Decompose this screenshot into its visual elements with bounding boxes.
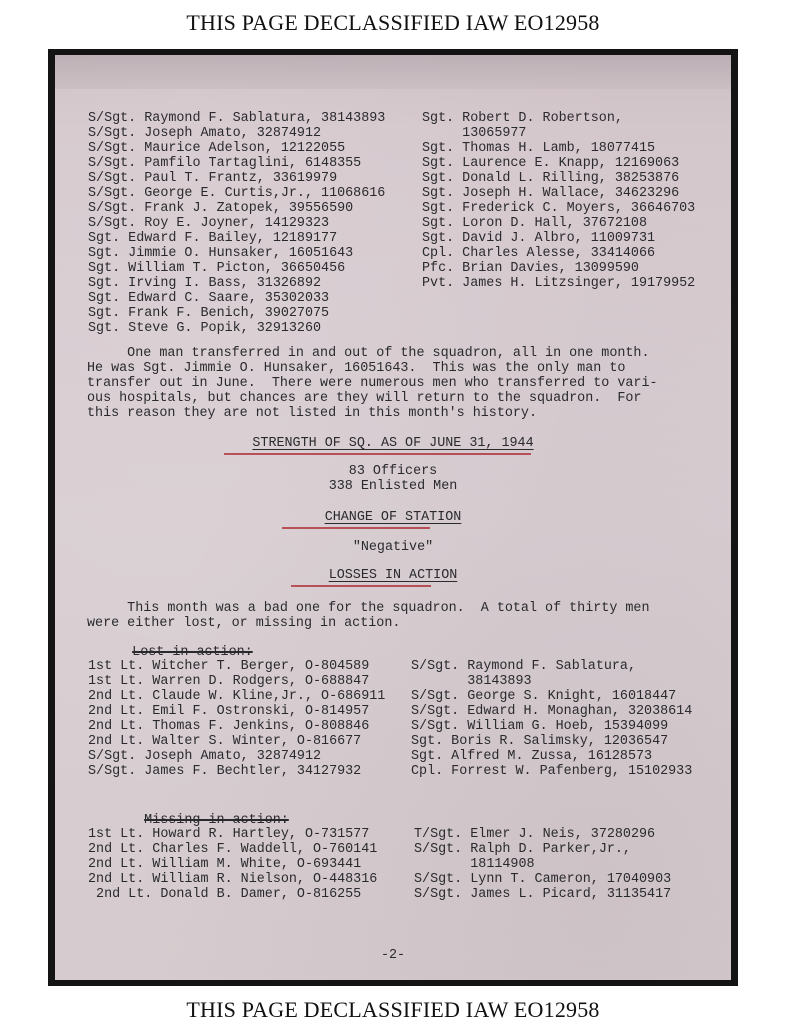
casualty-entry: 1st Lt. Howard R. Hartley, O-731577 [88,827,370,842]
casualty-entry: S/Sgt. Lynn T. Cameron, 17040903 [414,872,672,887]
red-underline [224,453,531,455]
casualty-entry: 2nd Lt. Donald B. Damer, O-816255 [88,887,362,902]
roster-entry: Sgt. Edward C. Saare, 35302033 [88,291,330,306]
paragraph-line: this reason they are not listed in this month's history. [87,406,537,421]
losses-heading: LOSSES IN ACTION [328,568,458,583]
casualty-entry: S/Sgt. Edward H. Monaghan, 32038614 [411,704,693,719]
casualty-entry: Cpl. Forrest W. Pafenberg, 15102933 [411,764,693,779]
declassified-banner-top: THIS PAGE DECLASSIFIED IAW EO12958 [186,10,600,35]
casualty-entry: Sgt. Boris R. Salimsky, 12036547 [411,734,669,749]
roster-entry: Cpl. Charles Alesse, 33414066 [422,246,656,261]
missing-heading-text: Missing in action: [144,813,289,828]
roster-entry: Sgt. Loron D. Hall, 37672108 [422,216,647,231]
roster-entry: Sgt. Laurence E. Knapp, 12169063 [422,156,680,171]
strength-heading-row [55,436,731,451]
roster-entry: S/Sgt. George E. Curtis,Jr., 11068616 [88,186,386,201]
missing-right-column [414,827,671,902]
roster-entry: S/Sgt. Frank J. Zatopek, 39556590 [88,201,354,216]
change-of-station-heading: CHANGE OF STATION [324,510,462,525]
casualty-entry: 2nd Lt. William R. Nielson, O-448316 [88,872,378,887]
casualty-entry: 2nd Lt. Charles F. Waddell, O-760141 [88,842,378,857]
roster-entry: S/Sgt. Raymond F. Sablatura, 38143893 [88,111,386,126]
roster-entry: Sgt. Joseph H. Wallace, 34623296 [422,186,680,201]
casualty-entry: 1st Lt. Witcher T. Berger, O-804589 [88,659,370,674]
paragraph-line: ous hospitals, but chances are they will return to the squadron. For [87,391,642,406]
lost-heading-text: Lost in action: [132,645,253,660]
roster-entry: 13065977 [422,126,527,141]
casualty-entry: 2nd Lt. Emil F. Ostronski, O-814957 [88,704,370,719]
change-of-station-value: "Negative" [352,540,434,555]
typed-page [55,55,731,980]
casualty-entry: 2nd Lt. William M. White, O-693441 [88,857,362,872]
roster-entry: S/Sgt. Joseph Amato, 32874912 [88,126,322,141]
casualty-entry: S/Sgt. Raymond F. Sablatura, [411,659,636,674]
casualty-entry: 38143893 [411,674,532,689]
casualty-entry: 2nd Lt. Thomas F. Jenkins, O-808846 [88,719,370,734]
casualty-entry: 18114908 [414,857,535,872]
losses-paragraph [87,601,707,631]
declassified-banner-bottom: THIS PAGE DECLASSIFIED IAW EO12958 [186,997,600,1022]
transfer-paragraph [87,346,707,421]
roster-entry: S/Sgt. Roy E. Joyner, 14129323 [88,216,330,231]
paragraph-line: He was Sgt. Jimmie O. Hunsaker, 16051643. This was the only man to [87,361,626,376]
roster-entry: S/Sgt. Pamfilo Tartaglini, 6148355 [88,156,362,171]
strength-heading: STRENGTH OF SQ. AS OF JUNE 31, 1944 [252,436,534,451]
roster-entry: Sgt. Thomas H. Lamb, 18077415 [422,141,656,156]
casualty-entry: S/Sgt. George S. Knight, 16018447 [411,689,677,704]
casualty-entry: Sgt. Alfred M. Zussa, 16128573 [411,749,653,764]
scan-edge-shadow [55,55,731,89]
page-number: -2- [380,948,406,963]
missing-left-column [88,827,377,902]
casualty-entry: S/Sgt. James F. Bechtler, 34127932 [88,764,362,779]
casualty-entry: T/Sgt. Elmer J. Neis, 37280296 [414,827,656,842]
roster-entry: S/Sgt. Paul T. Frantz, 33619979 [88,171,338,186]
roster-left-column [88,111,385,336]
casualty-entry: S/Sgt. William G. Hoeb, 15394099 [411,719,669,734]
roster-entry: Sgt. Donald L. Rilling, 38253876 [422,171,680,186]
paragraph-line: This month was a bad one for the squadron. A total of thirty men [87,601,650,616]
paragraph-line: transfer out in June. There were numerous men who transferred to vari- [87,376,658,391]
casualty-entry: 2nd Lt. Walter S. Winter, O-816677 [88,734,362,749]
paragraph-line: were either lost, or missing in action. [87,616,401,631]
roster-entry: Sgt. David J. Albro, 11009731 [422,231,656,246]
losses-heading-row [55,568,731,583]
officers-count: 83 Officers [348,464,438,479]
red-underline [291,585,431,587]
casualty-entry: S/Sgt. James L. Picard, 31135417 [414,887,672,902]
roster-entry: Sgt. Jimmie O. Hunsaker, 16051643 [88,246,354,261]
roster-entry: Sgt. Robert D. Robertson, [422,111,623,126]
lost-left-column [88,659,385,779]
red-underline [282,527,430,529]
roster-entry: S/Sgt. Maurice Adelson, 12122055 [88,141,346,156]
roster-entry: Sgt. Frank F. Benich, 39027075 [88,306,330,321]
casualty-entry: S/Sgt. Joseph Amato, 32874912 [88,749,322,764]
roster-entry: Sgt. Irving I. Bass, 31326892 [88,276,322,291]
roster-entry: Pfc. Brian Davies, 13099590 [422,261,639,276]
casualty-entry: S/Sgt. Ralph D. Parker,Jr., [414,842,631,857]
change-of-station-heading-row [55,510,731,525]
enlisted-count: 338 Enlisted Men [328,479,458,494]
casualty-entry: 2nd Lt. Claude W. Kline,Jr., O-686911 [88,689,386,704]
paragraph-line: One man transferred in and out of the squadron, all in one month. [87,346,650,361]
roster-entry: Sgt. Frederick C. Moyers, 36646703 [422,201,696,216]
roster-entry: Pvt. James H. Litzsinger, 19179952 [422,276,696,291]
roster-entry: Sgt. William T. Picton, 36650456 [88,261,346,276]
roster-right-column [422,111,695,291]
lost-right-column [411,659,692,779]
roster-entry: Sgt. Steve G. Popik, 32913260 [88,321,322,336]
casualty-entry: 1st Lt. Warren D. Rodgers, O-688847 [88,674,370,689]
roster-entry: Sgt. Edward F. Bailey, 12189177 [88,231,338,246]
